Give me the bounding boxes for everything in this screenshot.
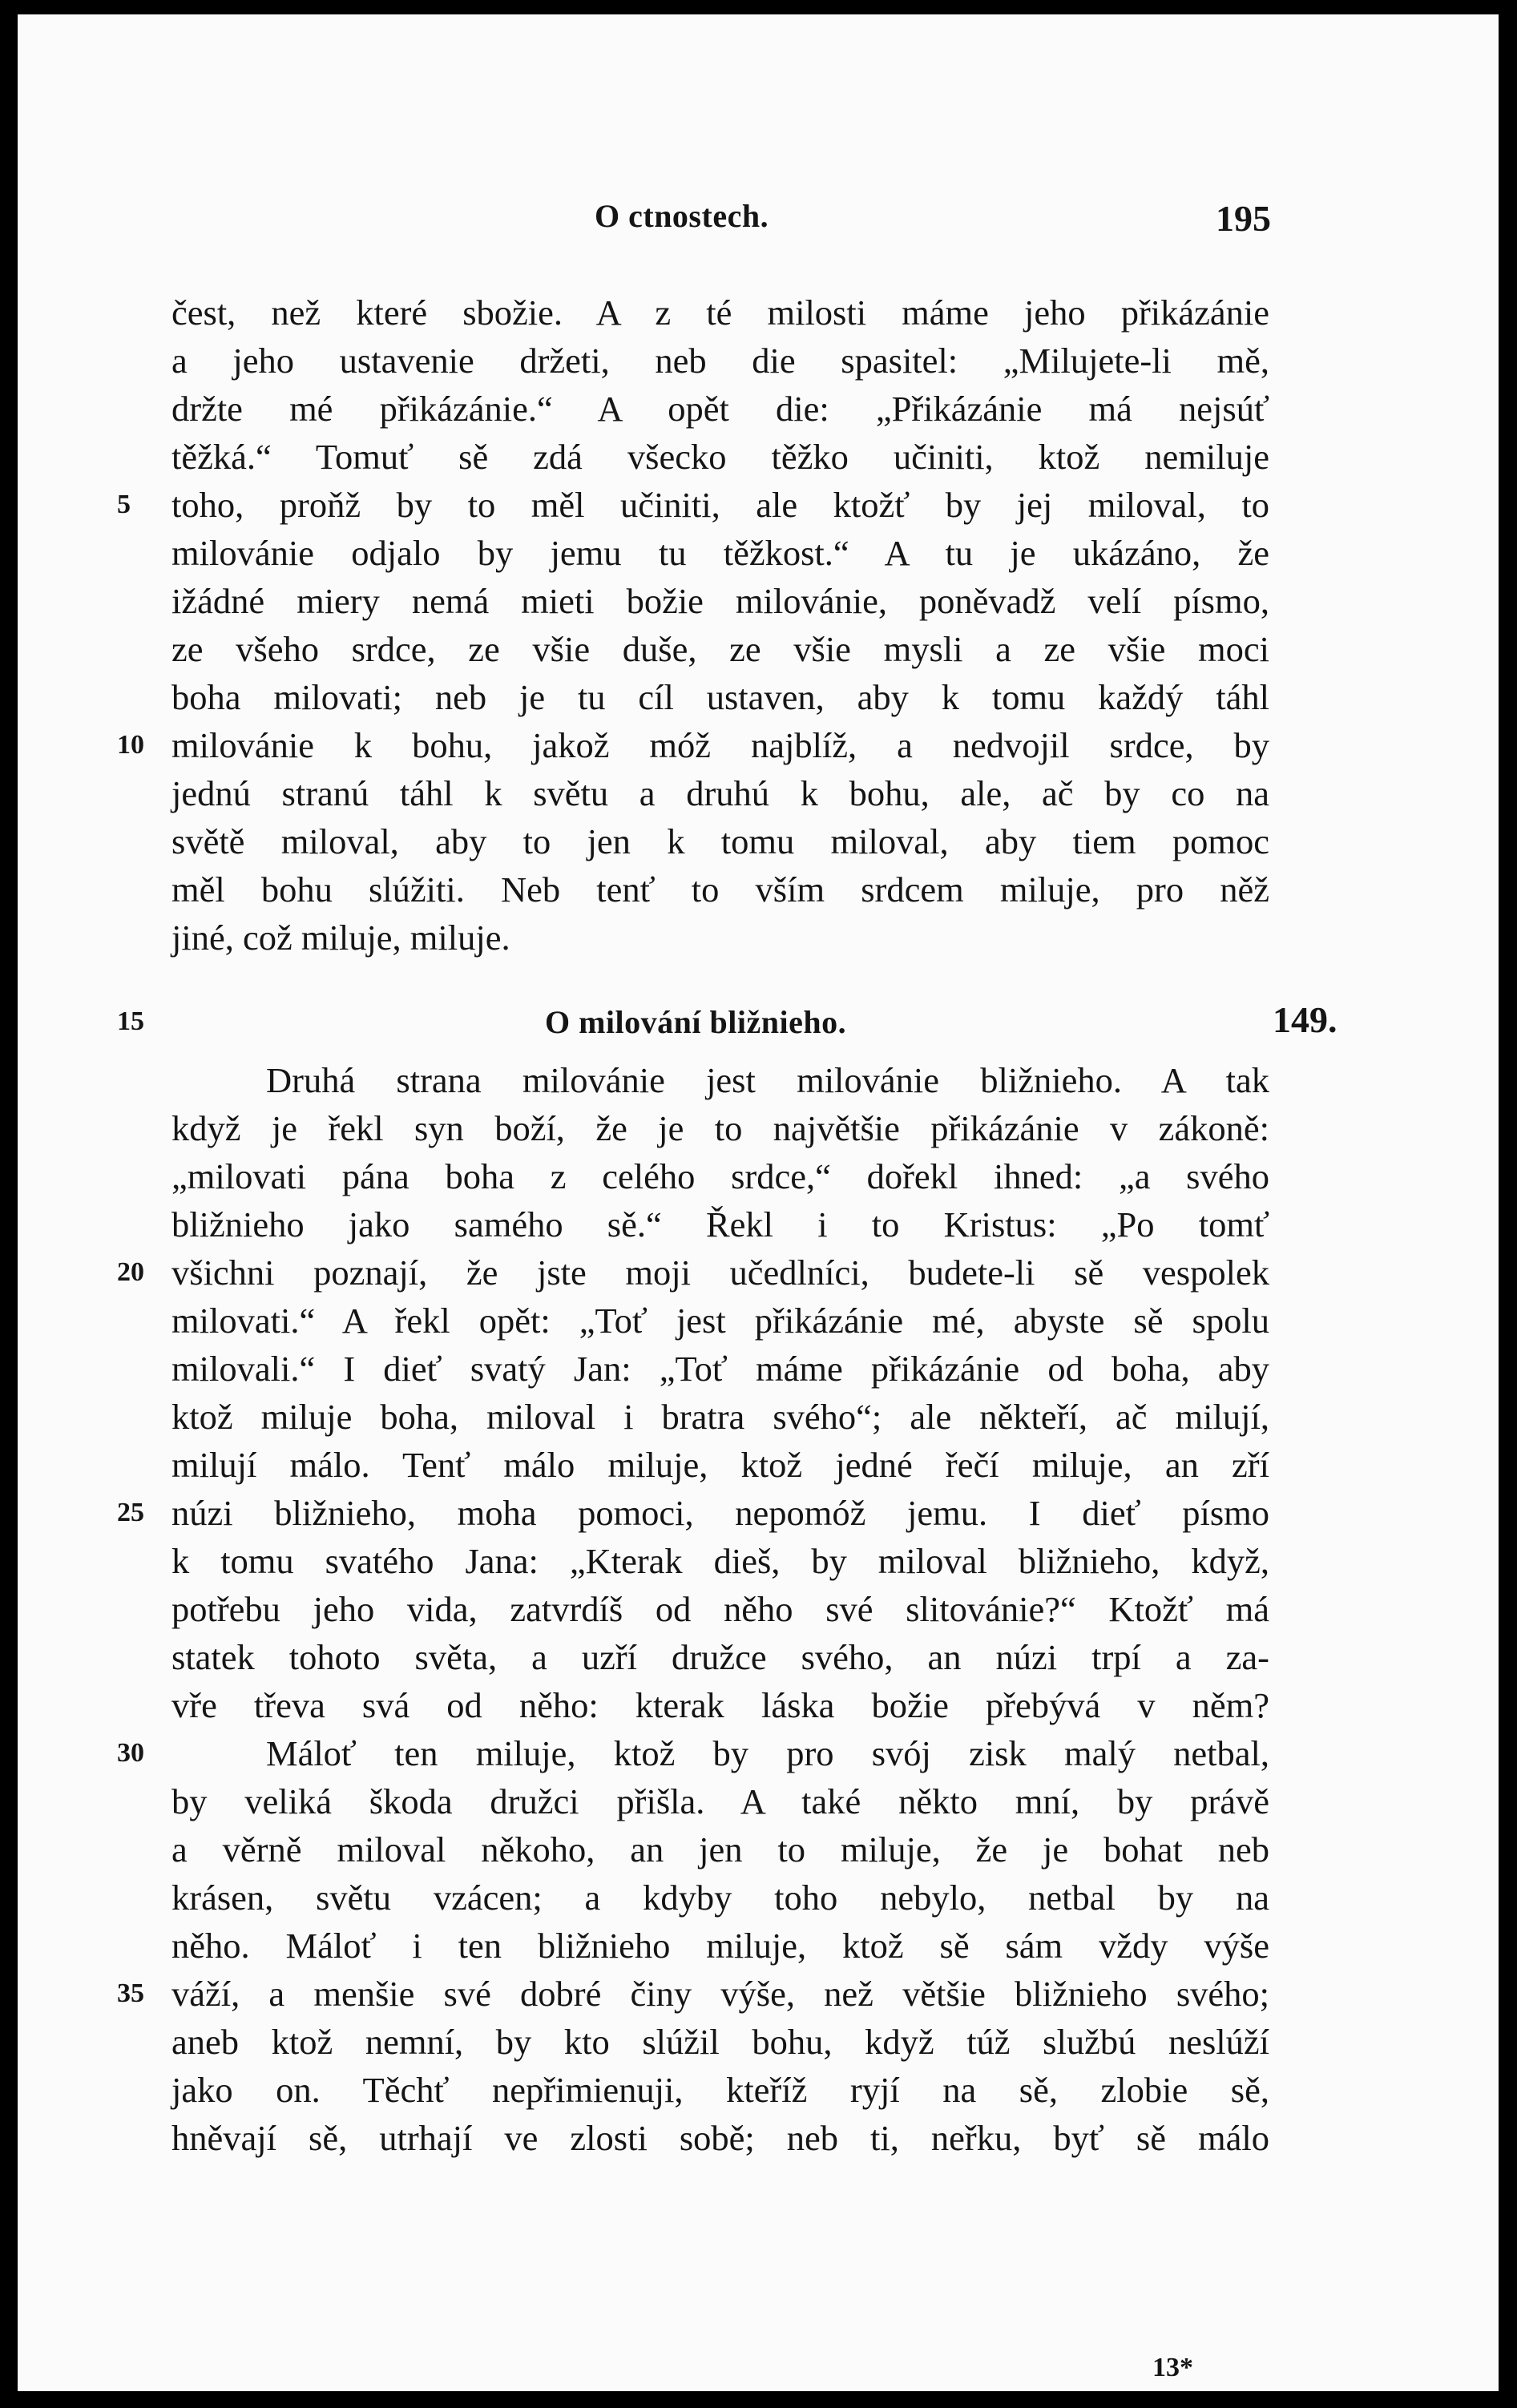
line-text: milovati.“ A řekl opět: „Toť jest přikázánie mé, abyste sě spolu [171, 1301, 1269, 1341]
text-line [171, 914, 1269, 962]
line-text: ižádné miery nemá mieti božie milovánie, poněvadž velí písmo, [171, 581, 1269, 621]
line-text: jednú stranú táhl k světu a druhú k bohu, ale, ač by co na [171, 773, 1269, 813]
line-number: 35 [117, 1978, 144, 2008]
line-text: vře třeva svá od něho: kterak láska božie přebývá v něm? [171, 1685, 1269, 1725]
text-line [171, 1345, 1269, 1393]
line-text: Druhá strana milovánie jest milovánie bližnieho. A tak [266, 1060, 1269, 1100]
book-page [18, 14, 1499, 2391]
text-line [171, 1200, 1269, 1248]
line-text: těžká.“ Tomuť sě zdá všecko těžko učiniti, ktož nemiluje [171, 437, 1269, 477]
line-text: milovánie odjalo by jemu tu těžkost.“ A tu je ukázáno, že [171, 533, 1269, 573]
line-text: všichni poznají, že jste moji učedlníci, budete-li sě vespolek [171, 1252, 1269, 1293]
text-line [171, 337, 1269, 385]
text-line [171, 288, 1269, 337]
text-line [171, 385, 1269, 433]
line-text: ktož miluje boha, miloval i bratra svého“; ale někteří, ač milují, [171, 1397, 1269, 1437]
text-line [171, 433, 1269, 481]
text-line [171, 1633, 1269, 1681]
paragraph-block-2 [117, 1056, 1269, 2162]
printer-signature: 13* [1152, 2353, 1193, 2382]
text-line [171, 673, 1269, 721]
text-line [171, 817, 1269, 865]
line-text: by veliká škoda družci přišla. A také někto mní, by právě [171, 1781, 1269, 1821]
line-number: 10 [117, 730, 144, 760]
line-text: milují málo. Tenť málo miluje, ktož jedné řečí miluje, an zří [171, 1445, 1269, 1485]
text-line [171, 1922, 1269, 1970]
line-text: když je řekl syn boží, že je to najvětšie přikázánie v zákoně: [171, 1108, 1269, 1148]
text-line [171, 2066, 1269, 2114]
line-text: aneb ktož nemní, by kto slúžil bohu, když túž službú neslúží [171, 2022, 1269, 2062]
line-text: boha milovati; neb je tu cíl ustaven, aby k tomu každý táhl [171, 677, 1269, 717]
line-text: jako on. Těchť nepřimienuji, kteříž ryjí na sě, zlobie sě, [171, 2070, 1269, 2110]
line-text: núzi bližnieho, moha pomoci, nepomóž jemu. I dieť písmo [171, 1493, 1269, 1533]
line-text: držte mé přikázánie.“ A opět die: „Přikázánie má nejsúť [171, 389, 1269, 429]
line-text: Máloť ten miluje, ktož by pro svój zisk malý netbal, [266, 1733, 1269, 1773]
line-text: statek tohoto světa, a uzří družce svého, an núzi trpí a za- [171, 1637, 1269, 1677]
text-line [117, 481, 1269, 529]
text-line [171, 529, 1269, 577]
line-number: 15 [117, 1006, 144, 1036]
text-line [171, 1777, 1269, 1825]
line-text: „milovati pána boha z celého srdce,“ dořekl ihned: „a svého [171, 1156, 1269, 1196]
text-line [117, 1729, 1269, 1777]
section-heading [18, 998, 1499, 1050]
line-text: světě miloval, aby to jen k tomu miloval, aby tiem pomoc [171, 821, 1269, 861]
text-line [171, 1537, 1269, 1585]
running-title: O ctnostech. [595, 198, 769, 234]
text-line [117, 1489, 1269, 1537]
line-text: hněvají sě, utrhají ve zlosti sobě; neb ti, neřku, byť sě málo [171, 2118, 1269, 2158]
text-line [171, 2114, 1269, 2162]
text-line [171, 1393, 1269, 1441]
text-line [171, 2018, 1269, 2066]
text-line [171, 1825, 1269, 1874]
text-line [171, 1441, 1269, 1489]
text-line [117, 1970, 1269, 2018]
line-text: jiné, což miluje, miluje. [171, 918, 510, 958]
line-text: a věrně miloval někoho, an jen to miluje, že je bohat neb [171, 1829, 1269, 1870]
text-line [171, 865, 1269, 914]
line-text: krásen, světu vzácen; a kdyby toho nebylo, netbal by na [171, 1878, 1269, 1918]
line-text: a jeho ustavenie držeti, neb die spasitel: „Milujete-li mě, [171, 341, 1269, 381]
line-text: milovánie k bohu, jakož móž najblíž, a nedvojil srdce, by [171, 725, 1269, 765]
section-number: 149. [1273, 999, 1337, 1040]
line-text: toho, proňž by to měl učiniti, ale ktožť by jej miloval, to [171, 485, 1269, 525]
line-text: k tomu svatého Jana: „Kterak dieš, by miloval bližnieho, když, [171, 1541, 1269, 1581]
line-text: měl bohu slúžiti. Neb tenť to vším srdcem miluje, pro něž [171, 869, 1269, 910]
text-line [171, 1056, 1269, 1104]
text-line [171, 1681, 1269, 1729]
line-number: 20 [117, 1257, 144, 1287]
line-text: bližnieho jako samého sě.“ Řekl i to Kristus: „Po tomť [171, 1204, 1269, 1244]
line-text: váží, a menšie své dobré činy výše, než většie bližnieho svého; [171, 1974, 1269, 2014]
text-line [171, 1874, 1269, 1922]
line-number: 30 [117, 1738, 144, 1768]
section-title: O milování bližnieho. [545, 1004, 847, 1040]
text-line [171, 1585, 1269, 1633]
text-line [171, 769, 1269, 817]
paragraph-block-1 [117, 288, 1269, 962]
running-head [18, 197, 1499, 245]
text-line [171, 625, 1269, 673]
text-line [171, 577, 1269, 625]
text-line [171, 1297, 1269, 1345]
line-text: ze všeho srdce, ze všie duše, ze všie mysli a ze všie moci [171, 629, 1269, 669]
text-line [117, 721, 1269, 769]
text-line [171, 1152, 1269, 1200]
line-number: 5 [117, 490, 131, 519]
line-number: 25 [117, 1498, 144, 1527]
line-text: milovali.“ I dieť svatý Jan: „Toť máme přikázánie od boha, aby [171, 1349, 1269, 1389]
text-line [171, 1104, 1269, 1152]
line-text: něho. Málоť i ten bližnieho miluje, ktož sě sám vždy výše [171, 1926, 1269, 1966]
line-text: potřebu jeho vida, zatvrdíš od něho své slitovánie?“ Ktožť má [171, 1589, 1269, 1629]
text-line [117, 1248, 1269, 1297]
page-number: 195 [1216, 198, 1271, 239]
line-text: čest, než které sbožie. A z té milosti máme jeho přikázánie [171, 292, 1269, 333]
